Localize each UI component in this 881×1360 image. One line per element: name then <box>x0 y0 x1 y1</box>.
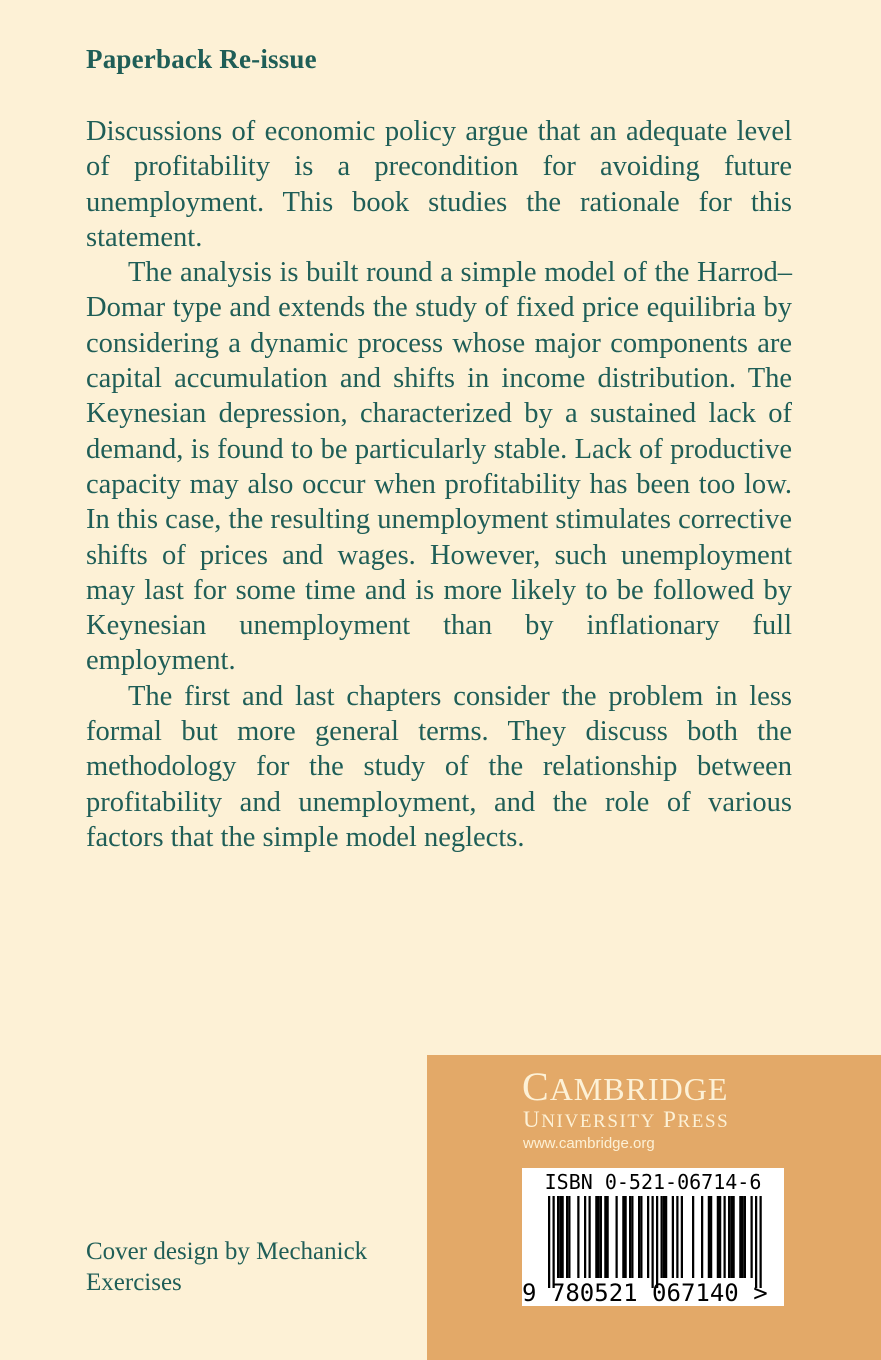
barcode-bar <box>604 1196 606 1278</box>
barcode-bar <box>625 1196 627 1278</box>
blurb <box>86 114 792 855</box>
barcode-bar <box>598 1196 600 1278</box>
blurb-paragraph-1: Discussions of economic policy argue that an adequate level of profitability is a precondition for avoiding future unemployment. This book studies the rationale for this statement. <box>86 116 792 253</box>
barcode-bar <box>656 1196 658 1288</box>
barcode-bar <box>553 1196 555 1288</box>
barcode-bar <box>742 1196 744 1278</box>
barcode-bar <box>665 1196 667 1278</box>
barcode-bar <box>744 1196 746 1278</box>
barcode-bar <box>661 1196 663 1278</box>
barcode-bar <box>728 1196 730 1278</box>
publisher-url: www.cambridge.org <box>523 1135 655 1152</box>
barcode-bar <box>760 1196 762 1288</box>
barcode-bar <box>629 1196 631 1278</box>
barcode-bar <box>566 1196 568 1278</box>
isbn-label: ISBN 0-521-06714-6 <box>544 1170 762 1194</box>
barcode-bar <box>622 1196 624 1278</box>
barcode-bar <box>616 1196 618 1278</box>
barcode-bar <box>607 1196 609 1278</box>
barcode-bar <box>631 1196 633 1278</box>
barcode-bar <box>562 1196 564 1278</box>
barcode-bar <box>595 1196 597 1278</box>
barcode-bar <box>724 1196 726 1278</box>
barcode-bar <box>647 1196 649 1278</box>
ean-digits: 9 780521 067140 > <box>522 1279 768 1307</box>
publisher-name: CAMBRIDGE <box>522 1064 729 1109</box>
barcode-bar <box>751 1196 753 1278</box>
barcode-bar <box>584 1196 586 1278</box>
barcode-bar <box>652 1196 654 1288</box>
barcode-bar <box>739 1196 741 1278</box>
blurb-paragraph-3: The first and last chapters consider the problem in less formal but more general terms. They discuss both the methodology for the study of the relationship between profitability and unemployment, and the role of various factors that the simple model neglects. <box>86 680 792 853</box>
barcode-bar <box>708 1196 710 1278</box>
barcode-bar <box>568 1196 570 1278</box>
barcode-bar <box>710 1196 712 1278</box>
barcode-bar <box>692 1196 694 1278</box>
barcode-bar <box>548 1196 550 1288</box>
cover-heading: Paperback Re-issue <box>86 44 317 74</box>
barcode-bar <box>701 1196 703 1278</box>
publisher-subtitle: UNIVERSITY PRESS <box>523 1107 730 1132</box>
cover-design-credit: Cover design by Mechanick Exercises <box>86 1238 368 1296</box>
barcode-bar <box>638 1196 640 1278</box>
barcode-bar <box>733 1196 735 1278</box>
barcode-bar <box>681 1196 683 1278</box>
barcode-bar <box>755 1196 757 1288</box>
barcode-bar <box>672 1196 674 1278</box>
barcode-bar <box>557 1196 559 1278</box>
barcode-bar <box>730 1196 732 1278</box>
barcode-bar <box>559 1196 561 1278</box>
publisher-panel <box>427 1055 881 1360</box>
blurb-paragraph-2: The analysis is built round a simple model of the Harrod–Domar type and extends the study of fixed price equilibria by considering a dynamic process whose major components are capital accumulation and shifts in income distribution. The Keynesian depression, characterized by a sustained lack of demand, is found to be particularly stable. Lack of productive capacity may also occur when profitability has been too low. In this case, the resulting unemployment stimulates corrective shifts of prices and wages. However, such unemployment may last for some time and is more likely to be followed by Keynesian unemployment than by inflationary full employment. <box>86 257 792 677</box>
barcode-bar <box>717 1196 719 1278</box>
barcode-bar <box>577 1196 579 1278</box>
barcode-bar <box>640 1196 642 1278</box>
barcode-bar <box>589 1196 591 1278</box>
barcode-box <box>522 1168 784 1306</box>
barcode-bar <box>719 1196 721 1278</box>
barcode-bar <box>676 1196 678 1278</box>
barcode-bar <box>663 1196 665 1278</box>
barcode-bar <box>600 1196 602 1278</box>
